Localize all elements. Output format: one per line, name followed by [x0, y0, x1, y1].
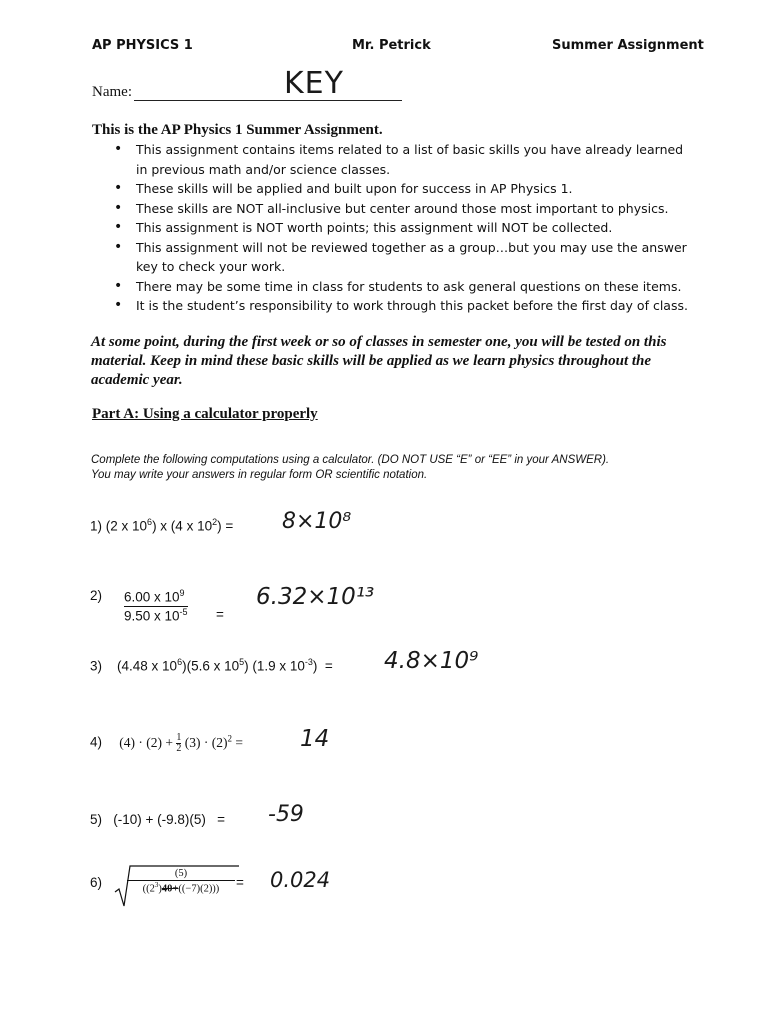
answer-6-handwritten: 0.024 [270, 868, 331, 892]
assignment-title: Summer Assignment [552, 38, 704, 53]
problem-number: 1) [90, 518, 103, 534]
bullet-item: • There may be some time in class for students to ask general questions on these items. [114, 277, 694, 297]
problem-2-equals: = [216, 607, 224, 622]
problem-6-radical: (5) $((2^3)40+((-7)(2)))$ [113, 862, 243, 910]
problem-number: 3) [90, 658, 103, 674]
bullet-item: • These skills will be applied and built upon for success in AP Physics 1. [114, 179, 694, 199]
course-title: AP PHYSICS 1 [92, 38, 193, 53]
bullet-item: • These skills are NOT all-inclusive but center around those most important to physics. [114, 199, 694, 219]
answer-2-handwritten: 6.32×10¹³ [256, 584, 375, 610]
problem-2-number: 2) [90, 588, 103, 603]
bullet-item: • This assignment will not be reviewed together as a group…but you may use the answer key to check your work. [114, 238, 694, 277]
teacher-name: Mr. Petrick [352, 38, 431, 53]
problem-6-equals: = [236, 875, 244, 890]
problem-4: 4) (4) · (2) + $\frac{1}{2}$ $(3) \cdot (2)^2$ = [90, 732, 243, 754]
name-label: Name: [92, 84, 132, 100]
answer-5-handwritten: -59 [268, 802, 304, 827]
intro-title: This is the AP Physics 1 Summer Assignment. [92, 122, 383, 138]
name-line [134, 100, 402, 101]
bullet-item: • It is the student’s responsibility to work through this packet before the first day of class. [114, 296, 694, 316]
problem-3: 3) (4.48 x $10^6)(5.6$ x $10^5$) (1.9 x $10^{-3}$) = [90, 657, 333, 674]
problem-5: 5) (-10) + (-9.8)(5) = [90, 812, 226, 827]
problem-6-number: 6) [90, 875, 103, 890]
problem-1: 1) (2 x $10^6$) x (4 x $10^2$) = [90, 517, 234, 534]
part-a-title: Part A: Using a calculator properly [92, 406, 318, 422]
answer-1-handwritten: 8×10⁸ [282, 509, 352, 534]
name-handwritten-key: KEY [284, 66, 344, 101]
answer-3-handwritten: 4.8×10⁹ [384, 648, 479, 674]
bullet-item: • This assignment is NOT worth points; this assignment will NOT be collected. [114, 218, 694, 238]
bullet-item: • This assignment contains items related to a list of basic skills you have already learned in previous math and/or science classes. [114, 140, 694, 179]
problem-2-fraction: $\frac{6.00 x 10^9}{9.50 x 10^{-5}}$ [124, 588, 188, 623]
part-a-instructions [91, 453, 691, 483]
test-warning: At some point, during the first week or so of classes in semester one, you will be tested on this material. Keep in mind these basic skills will be applied as we learn physics throughout the academic year. [91, 334, 667, 388]
answer-4-handwritten: 14 [300, 726, 330, 752]
instructions-line: Complete the following computations using a calculator. (DO NOT USE “E” or “EE” in your ANSWER). [91, 454, 610, 466]
problem-number: 5) [90, 812, 103, 827]
problem-number: 4) [90, 734, 103, 750]
instructions-line: You may write your answers in regular form OR scientific notation. [91, 469, 428, 481]
intro-bullet-list [114, 140, 694, 316]
